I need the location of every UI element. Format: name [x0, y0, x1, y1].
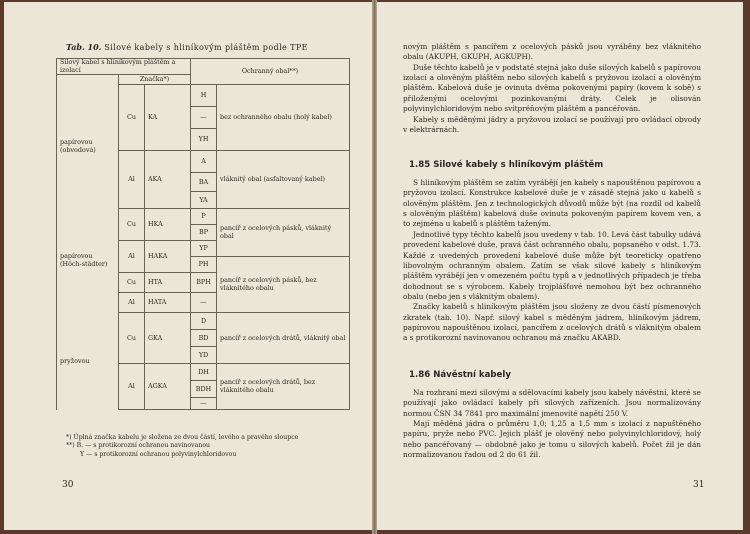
suffix: BPH: [191, 273, 217, 293]
text-block-bottom: [403, 388, 701, 461]
conductor-cu: Cu: [119, 313, 145, 364]
paragraph: Kabely s měděnými jádry a pryžovou izolací se používají pro ovládací obvody v elektrárnách.: [403, 114, 701, 134]
paragraph: Na rozhraní mezi silovými a sdělovacími kabely jsou kabely návěstní, které se používají jako ovládací kabely při silových zařízeních. Jsou normalizovány normou ČSN 34 7841 pro maximální jmenovité napětí 250 V.: [403, 388, 701, 418]
text-block-top: [403, 42, 701, 135]
paragraph: novým pláštěm s pancířem z ocelových pásků jsou vyráběny bez vláknitého obalu (AKUPH, GKUPH, AGKUPH).: [403, 42, 701, 62]
table-footnotes: [66, 434, 298, 459]
mark-aka: AKA: [145, 151, 191, 209]
conductor-cu: Cu: [119, 85, 145, 151]
conductor-al: Al: [119, 241, 145, 273]
suffix: BP: [191, 225, 217, 241]
suffix: —: [191, 107, 217, 129]
conductor-al: Al: [119, 364, 145, 410]
suffix: DH: [191, 364, 217, 381]
insulation-paper-circumferential: papírovou (obvodová): [57, 85, 119, 209]
suffix: YD: [191, 347, 217, 364]
suffix: A: [191, 151, 217, 173]
conductor-al: Al: [119, 151, 145, 209]
table-caption: [66, 42, 308, 52]
footnote: **) B. — s protikorozní ochranou navinovanou: [66, 442, 211, 450]
mark-haka: HAKA: [145, 241, 191, 273]
conductor-cu: Cu: [119, 209, 145, 241]
suffix: YP: [191, 241, 217, 257]
mark-hta: HTA: [145, 273, 191, 293]
mark-gka: GKA: [145, 313, 191, 364]
suffix: YA: [191, 192, 217, 209]
paragraph: Mají měděná jádra o průměru 1,0; 1,25 a 1,5 mm s izolací z napuštěného papíru, pryže nebo PVC. Jejich plášť je olověný nebo polyvinylchloridový, holý nebo pancéřovaný — obdobně jako je tomu u silových kabelů. Počet žil je dán normalizovanou řadou od 2 do 61 žil.: [403, 419, 701, 460]
page-number: 31: [693, 480, 705, 490]
header-cable: Silový kabel s hliníkovým pláštěm a izolací: [57, 59, 191, 75]
suffix: D: [191, 313, 217, 330]
suffix: BDH: [191, 381, 217, 398]
mark-hka: HKA: [145, 209, 191, 241]
cover-steel-wire-no-fibrous: pancíř z ocelových drátů, bez vláknitého obalu: [217, 364, 350, 410]
caption-prefix: Tab. 10.: [66, 42, 102, 52]
mark-hata: HATA: [145, 293, 191, 313]
suffix: P: [191, 209, 217, 225]
cover-none: bez ochranného obalu (holý kabel): [217, 85, 350, 151]
suffix: —: [191, 293, 217, 313]
insulation-rubber: pryžovou: [57, 313, 119, 410]
suffix: BA: [191, 173, 217, 192]
cover-fibrous: vláknitý obal (asfaltovaný kabel): [217, 151, 350, 209]
mark-agka: AGKA: [145, 364, 191, 410]
right-page: [377, 2, 743, 530]
suffix: BD: [191, 330, 217, 347]
section-heading: 1.85 Silové kabely s hliníkovým pláštěm: [409, 160, 604, 170]
cable-table: [56, 58, 350, 410]
footnote: *) Úplná značka kabelu je složena ze dvou částí, levého a pravého sloupce: [66, 434, 299, 441]
cover-steel-wire-fibrous: pancíř z ocelových drátů, vláknitý obal: [217, 313, 350, 364]
cover-steel-tape-no-fibrous: pancíř z ocelových pásků, bez vláknitého obalu: [217, 257, 350, 313]
left-page: [4, 2, 373, 530]
caption-title: Silové kabely s hliníkovým pláštěm podle TPE: [104, 43, 308, 52]
conductor-cu: Cu: [119, 273, 145, 293]
conductor-al: Al: [119, 293, 145, 313]
suffix: YH: [191, 129, 217, 151]
section-heading: 1.86 Návěstní kabely: [409, 370, 511, 380]
page-number: 30: [62, 480, 74, 490]
mark-ka: KA: [145, 85, 191, 151]
paragraph: Jednotlivé typy těchto kabelů jsou uvedeny v tab. 10. Levá část tabulky udává provedení kabelové duše, pravá část ochranného obalu, popsaného v odst. 1.73. Každé z uvedených provedení kabelové duše může být teoreticky opatřeno libovolným ochranným obalem. Zatím se však silové kabely s hliníkovým pláštěm vyrábějí jen v omezeném počtu typů a v jednotlivých případech je třeba dohodnout se s výrobcem. Kabely trojplášťové nemohou být bez ochranného obalu (nebo jen s vláknitým obalem).: [403, 229, 701, 301]
insulation-paper-hochstadter: papírovou (Höch-städter): [57, 209, 119, 313]
text-block-middle: [403, 178, 701, 344]
footnote: Y — s protikorozní ochranou polyvinylchloridovou: [80, 450, 237, 458]
header-cover: Ochranný obal**): [191, 59, 350, 85]
paragraph: Duše těchto kabelů je v podstatě stejná jako duše silových kabelů s papírovou izolací a olověným pláštěm nebo silových kabelů s pryžovou izolací a olověným pláštěm. Kabelová duše je ovinuta dvěma pokovenými papíry (kovem k sobě) s přiloženými ocelovými pozinkovanými dráty. Celek je olisován polyvinylchloridovým nebo svitpréňovým pláštěm a pancéřován.: [403, 62, 701, 114]
cover-steel-tape-fibrous: pancíř z ocelových pásků, vláknitý obal: [217, 209, 350, 257]
header-mark: Značka*): [119, 75, 191, 85]
suffix: PH: [191, 257, 217, 273]
suffix: —: [191, 398, 217, 410]
suffix: H: [191, 85, 217, 107]
paragraph: Značky kabelů s hliníkovým pláštěm jsou složeny ze dvou částí písmenových zkratek (tab. 10). Např. silový kabel s měděným jádrem, hliníkovým jádrem, papírovou napouštěnou izolací, pancířem z ocelových drátů s vláknitým obalem a s protikorozní navinovanou ochranou má značku AKABD.: [403, 302, 701, 343]
paragraph: S hliníkovým pláštěm se zatím vyrábějí jen kabely s napouštěnou papírovou a pryžovou izolací. Konstrukce kabelové duše je v zásadě stejná jako u kabelů s olověným pláštěm. Jen z technologických důvodů může být (na rozdíl od kabelů s olověným pláštěm) kabelová duše ovinuta pokoveným papírem kovem ven, a to zejména u kabelů s pláštěm taženým.: [403, 178, 701, 229]
